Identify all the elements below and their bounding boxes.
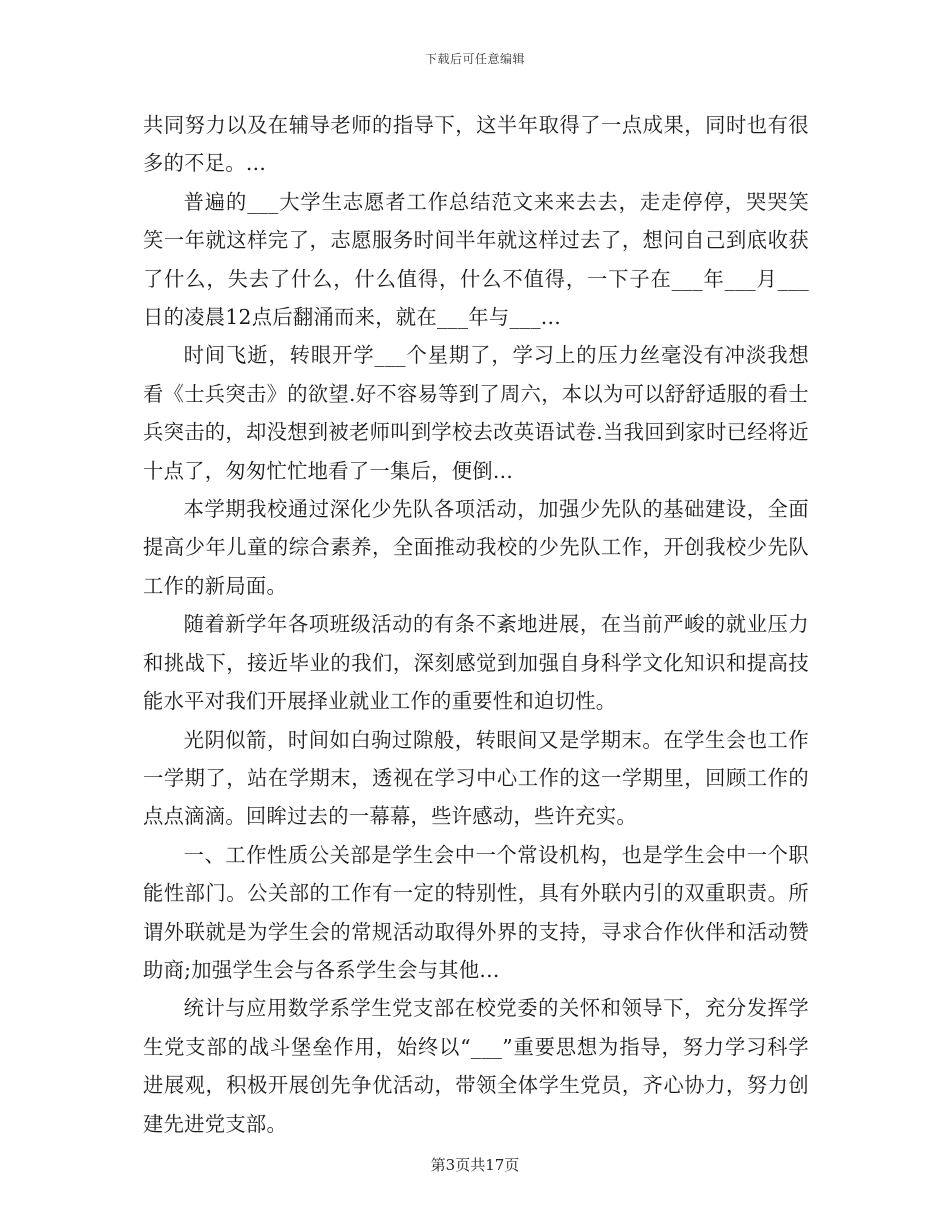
paragraph-3: 时间飞逝，转眼开学___个星期了，学习上的压力丝毫没有冲淡我想看《士兵突击》的欲望.好不容易等到了周六，本以为可以舒舒适服的看士兵突击的，却没想到被老师叫到学校去改英语试卷.当我回到家时已经将近十点了，匆匆忙忙地看了一集后，便倒... <box>143 343 809 483</box>
paragraph-1: 共同努力以及在辅导老师的指导下，这半年取得了一点成果，同时也有很多的不足。... <box>143 113 809 176</box>
paragraph-6: 光阴似箭，时间如白驹过隙般，转眼间又是学期末。在学生会也工作一学期了，站在学期末，透视在学习中心工作的这一学期里，回顾工作的点点滴滴。回眸过去的一幕幕，些许感动，些许充实。 <box>143 727 809 829</box>
page-header: 下载后可任意编辑 <box>424 52 525 66</box>
page-number: 第3页共17页 <box>430 1156 520 1174</box>
document-body <box>143 106 809 1143</box>
paragraph-8: 统计与应用数学系学生党支部在校党委的关怀和领导下，充分发挥学生党支部的战斗堡垒作用，始终以“___”重要思想为指导，努力学习科学进展观，积极开展创先争优活动，带领全体学生党员，齐心协力，努力创建先进党支部。 <box>143 996 809 1136</box>
paragraph-7: 一、工作性质公关部是学生会中一个常设机构，也是学生会中一个职能性部门。公关部的工作有一定的特别性，具有外联内引的双重职责。所谓外联就是为学生会的常规活动取得外界的支持，寻求合作伙伴和活动赞助商;加强学生会与各系学生会与其他... <box>143 842 809 982</box>
paragraph-2: 普遍的___大学生志愿者工作总结范文来来去去，走走停停，哭哭笑笑一年就这样完了，志愿服务时间半年就这样过去了，想问自己到底收获了什么，失去了什么，什么值得，什么不值得，一下子在___年___月___日的凌晨12点后翻涌而来，就在___年与___... <box>143 189 809 330</box>
paragraph-4: 本学期我校通过深化少先队各项活动，加强少先队的基础建设，全面提高少年儿童的综合素养，全面推动我校的少先队工作，开创我校少先队工作的新局面。 <box>143 497 809 598</box>
paragraph-5: 随着新学年各项班级活动的有条不紊地进展，在当前严峻的就业压力和挑战下，接近毕业的我们，深刻感觉到加强自身科学文化知识和提高技能水平对我们开展择业就业工作的重要性和迫切性。 <box>143 612 809 714</box>
